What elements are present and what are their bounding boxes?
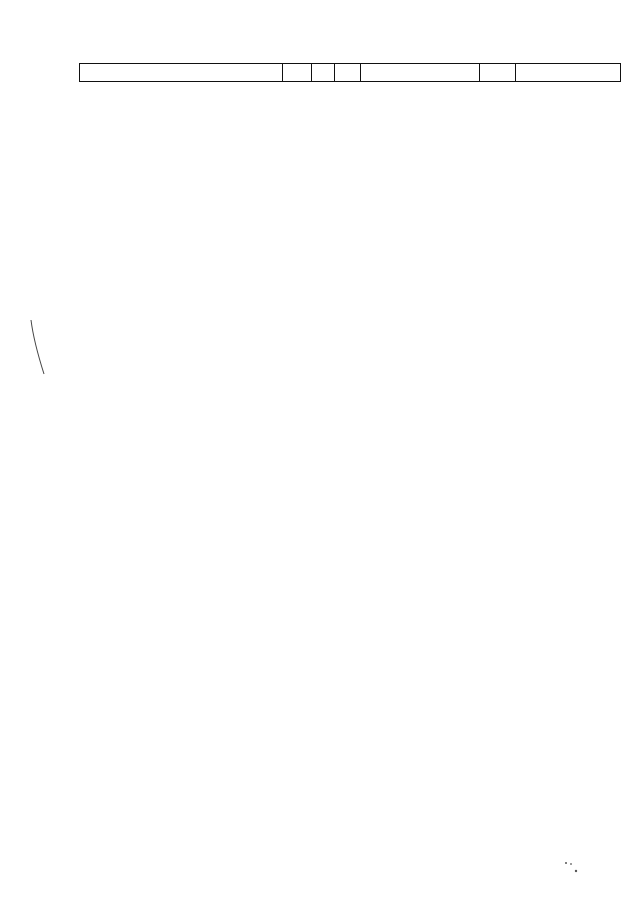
column-header-row (80, 64, 621, 82)
column-header-table (79, 63, 621, 82)
column-header-5 (361, 64, 480, 82)
column-header-2 (283, 64, 312, 82)
scan-speck (562, 860, 584, 876)
column-header-1 (80, 64, 283, 82)
margin-pencil-mark (28, 318, 48, 378)
column-header-7 (516, 64, 621, 82)
column-header-6 (480, 64, 516, 82)
column-header-3 (312, 64, 335, 82)
column-header-4 (335, 64, 361, 82)
